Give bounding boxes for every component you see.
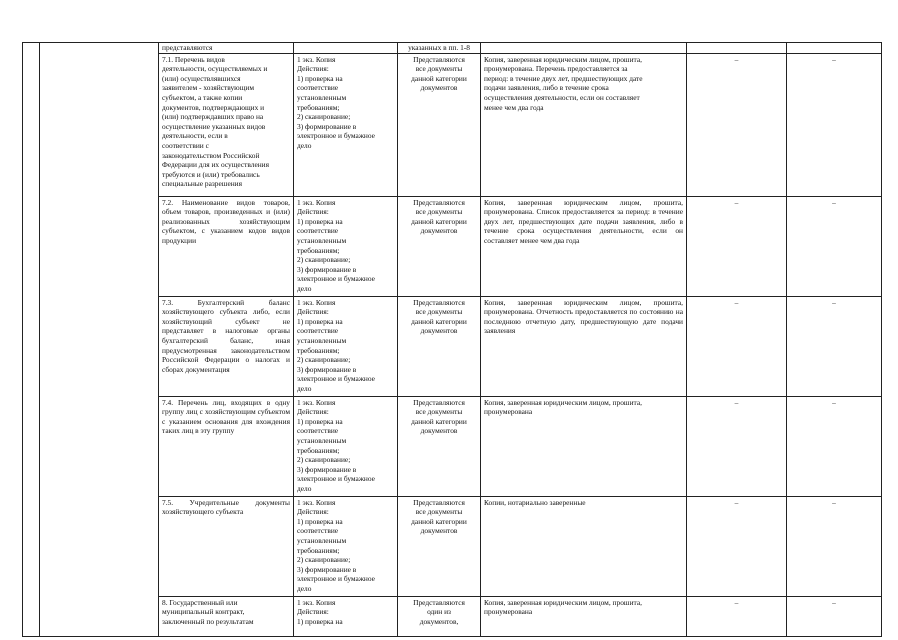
number-column bbox=[40, 43, 159, 637]
requirement-cell: Представляются все документы данной категории документов bbox=[398, 396, 481, 496]
col7-cell: – bbox=[787, 396, 882, 496]
col7-cell: – bbox=[787, 496, 882, 596]
form-cell: Копия, заверенная юридическим лицом, прошита, пронумерована. Перечень предоставляется за период: в течение двух лет, предшествующих дате подачи заявления, либо в течение срока осуществления деятельности, если он составляет менее чем два года bbox=[481, 53, 687, 196]
left-margin-column bbox=[23, 43, 40, 637]
table-row-top bbox=[23, 43, 882, 54]
form-cell: Копия, заверенная юридическим лицом, прошита, пронумерована bbox=[481, 596, 687, 636]
col6-cell bbox=[687, 43, 787, 54]
requirement-cell: Представляются все документы данной категории документов bbox=[398, 196, 481, 296]
col6-cell: – bbox=[687, 296, 787, 396]
col6-cell: – bbox=[687, 596, 787, 636]
col6-cell: – bbox=[687, 496, 787, 596]
document-cell: 7.3. Бухгалтерский баланс хозяйствующего субъекта либо, если хозяйствующий субъект не представляет в налоговые органы бухгалтерский баланс, иная предусмотренная законодательством Российской Федерации о налогах и сборах документация bbox=[159, 296, 294, 396]
col6-cell: – bbox=[687, 196, 787, 296]
requirement-cell: Представляются все документы данной категории документов bbox=[398, 496, 481, 596]
requirement-cell: Представляются один из документов, bbox=[398, 596, 481, 636]
form-cell: Копия, заверенная юридическим лицом, прошита, пронумерована bbox=[481, 396, 687, 496]
action-cell: 1 экз. Копия Действия: 1) проверка на соответствие установленным требованиям; 2) сканирование; 3) формирование в электронное и бумажное дело bbox=[294, 296, 398, 396]
requirement-cell: указанных в пп. 1-8 bbox=[398, 43, 481, 54]
col7-cell: – bbox=[787, 296, 882, 396]
document-cell: 8. Государственный или муниципальный контракт, заключенный по результатам bbox=[159, 596, 294, 636]
requirement-cell: Представляются все документы данной категории документов bbox=[398, 296, 481, 396]
document-cell: 7.2. Наименование видов товаров, объем товаров, произведенных и (или) реализованных хозяйствующим субъектом, с указанием кодов видов продукции bbox=[159, 196, 294, 296]
col7-cell: – bbox=[787, 53, 882, 196]
form-cell: Копия, заверенная юридическим лицом, прошита, пронумерована. Отчетность предоставляется по состоянию на последнюю отчетную дату, предшествующую дате подачи заявления bbox=[481, 296, 687, 396]
col7-cell bbox=[787, 43, 882, 54]
col7-cell: – bbox=[787, 196, 882, 296]
col6-cell: – bbox=[687, 53, 787, 196]
action-cell bbox=[294, 43, 398, 54]
action-cell: 1 экз. Копия Действия: 1) проверка на соответствие установленным требованиям; 2) сканирование; 3) формирование в электронное и бумажное дело bbox=[294, 53, 398, 196]
action-cell: 1 экз. Копия Действия: 1) проверка на bbox=[294, 596, 398, 636]
action-cell: 1 экз. Копия Действия: 1) проверка на соответствие установленным требованиям; 2) сканирование; 3) формирование в электронное и бумажное дело bbox=[294, 196, 398, 296]
document-cell: 7.1. Перечень видов деятельности, осуществляемых и (или) осуществлявшихся заявителем - хозяйствующим субъектом, а также копии документов, подтверждающих и (или) подтверждавших право на осуществление указанных видов деятельности, если в соответствии с законодательством Российской Федерации для их осуществления требуются и (или) требовались специальные разрешения bbox=[159, 53, 294, 196]
action-cell: 1 экз. Копия Действия: 1) проверка на соответствие установленным требованиям; 2) сканирование; 3) формирование в электронное и бумажное дело bbox=[294, 396, 398, 496]
col6-cell: – bbox=[687, 396, 787, 496]
form-cell bbox=[481, 43, 687, 54]
document-cell: 7.4. Перечень лиц, входящих в одну группу лиц с хозяйствующим субъектом с указанием основания для вхождения таких лиц в эту группу bbox=[159, 396, 294, 496]
col7-cell: – bbox=[787, 596, 882, 636]
form-cell: Копия, заверенная юридическим лицом, прошита, пронумерована. Список предоставляется за период: в течение двух лет, предшествующих дате подачи заявления, либо в течение срока осуществления деятельности, если он составляет менее чем два года bbox=[481, 196, 687, 296]
documents-table bbox=[22, 42, 882, 637]
document-cell: представляются bbox=[159, 43, 294, 54]
form-cell: Копии, нотариально заверенные bbox=[481, 496, 687, 596]
action-cell: 1 экз. Копия Действия: 1) проверка на соответствие установленным требованиям; 2) сканирование; 3) формирование в электронное и бумажное дело bbox=[294, 496, 398, 596]
document-cell: 7.5. Учредительные документы хозяйствующего субъекта bbox=[159, 496, 294, 596]
requirement-cell: Представляются все документы данной категории документов bbox=[398, 53, 481, 196]
